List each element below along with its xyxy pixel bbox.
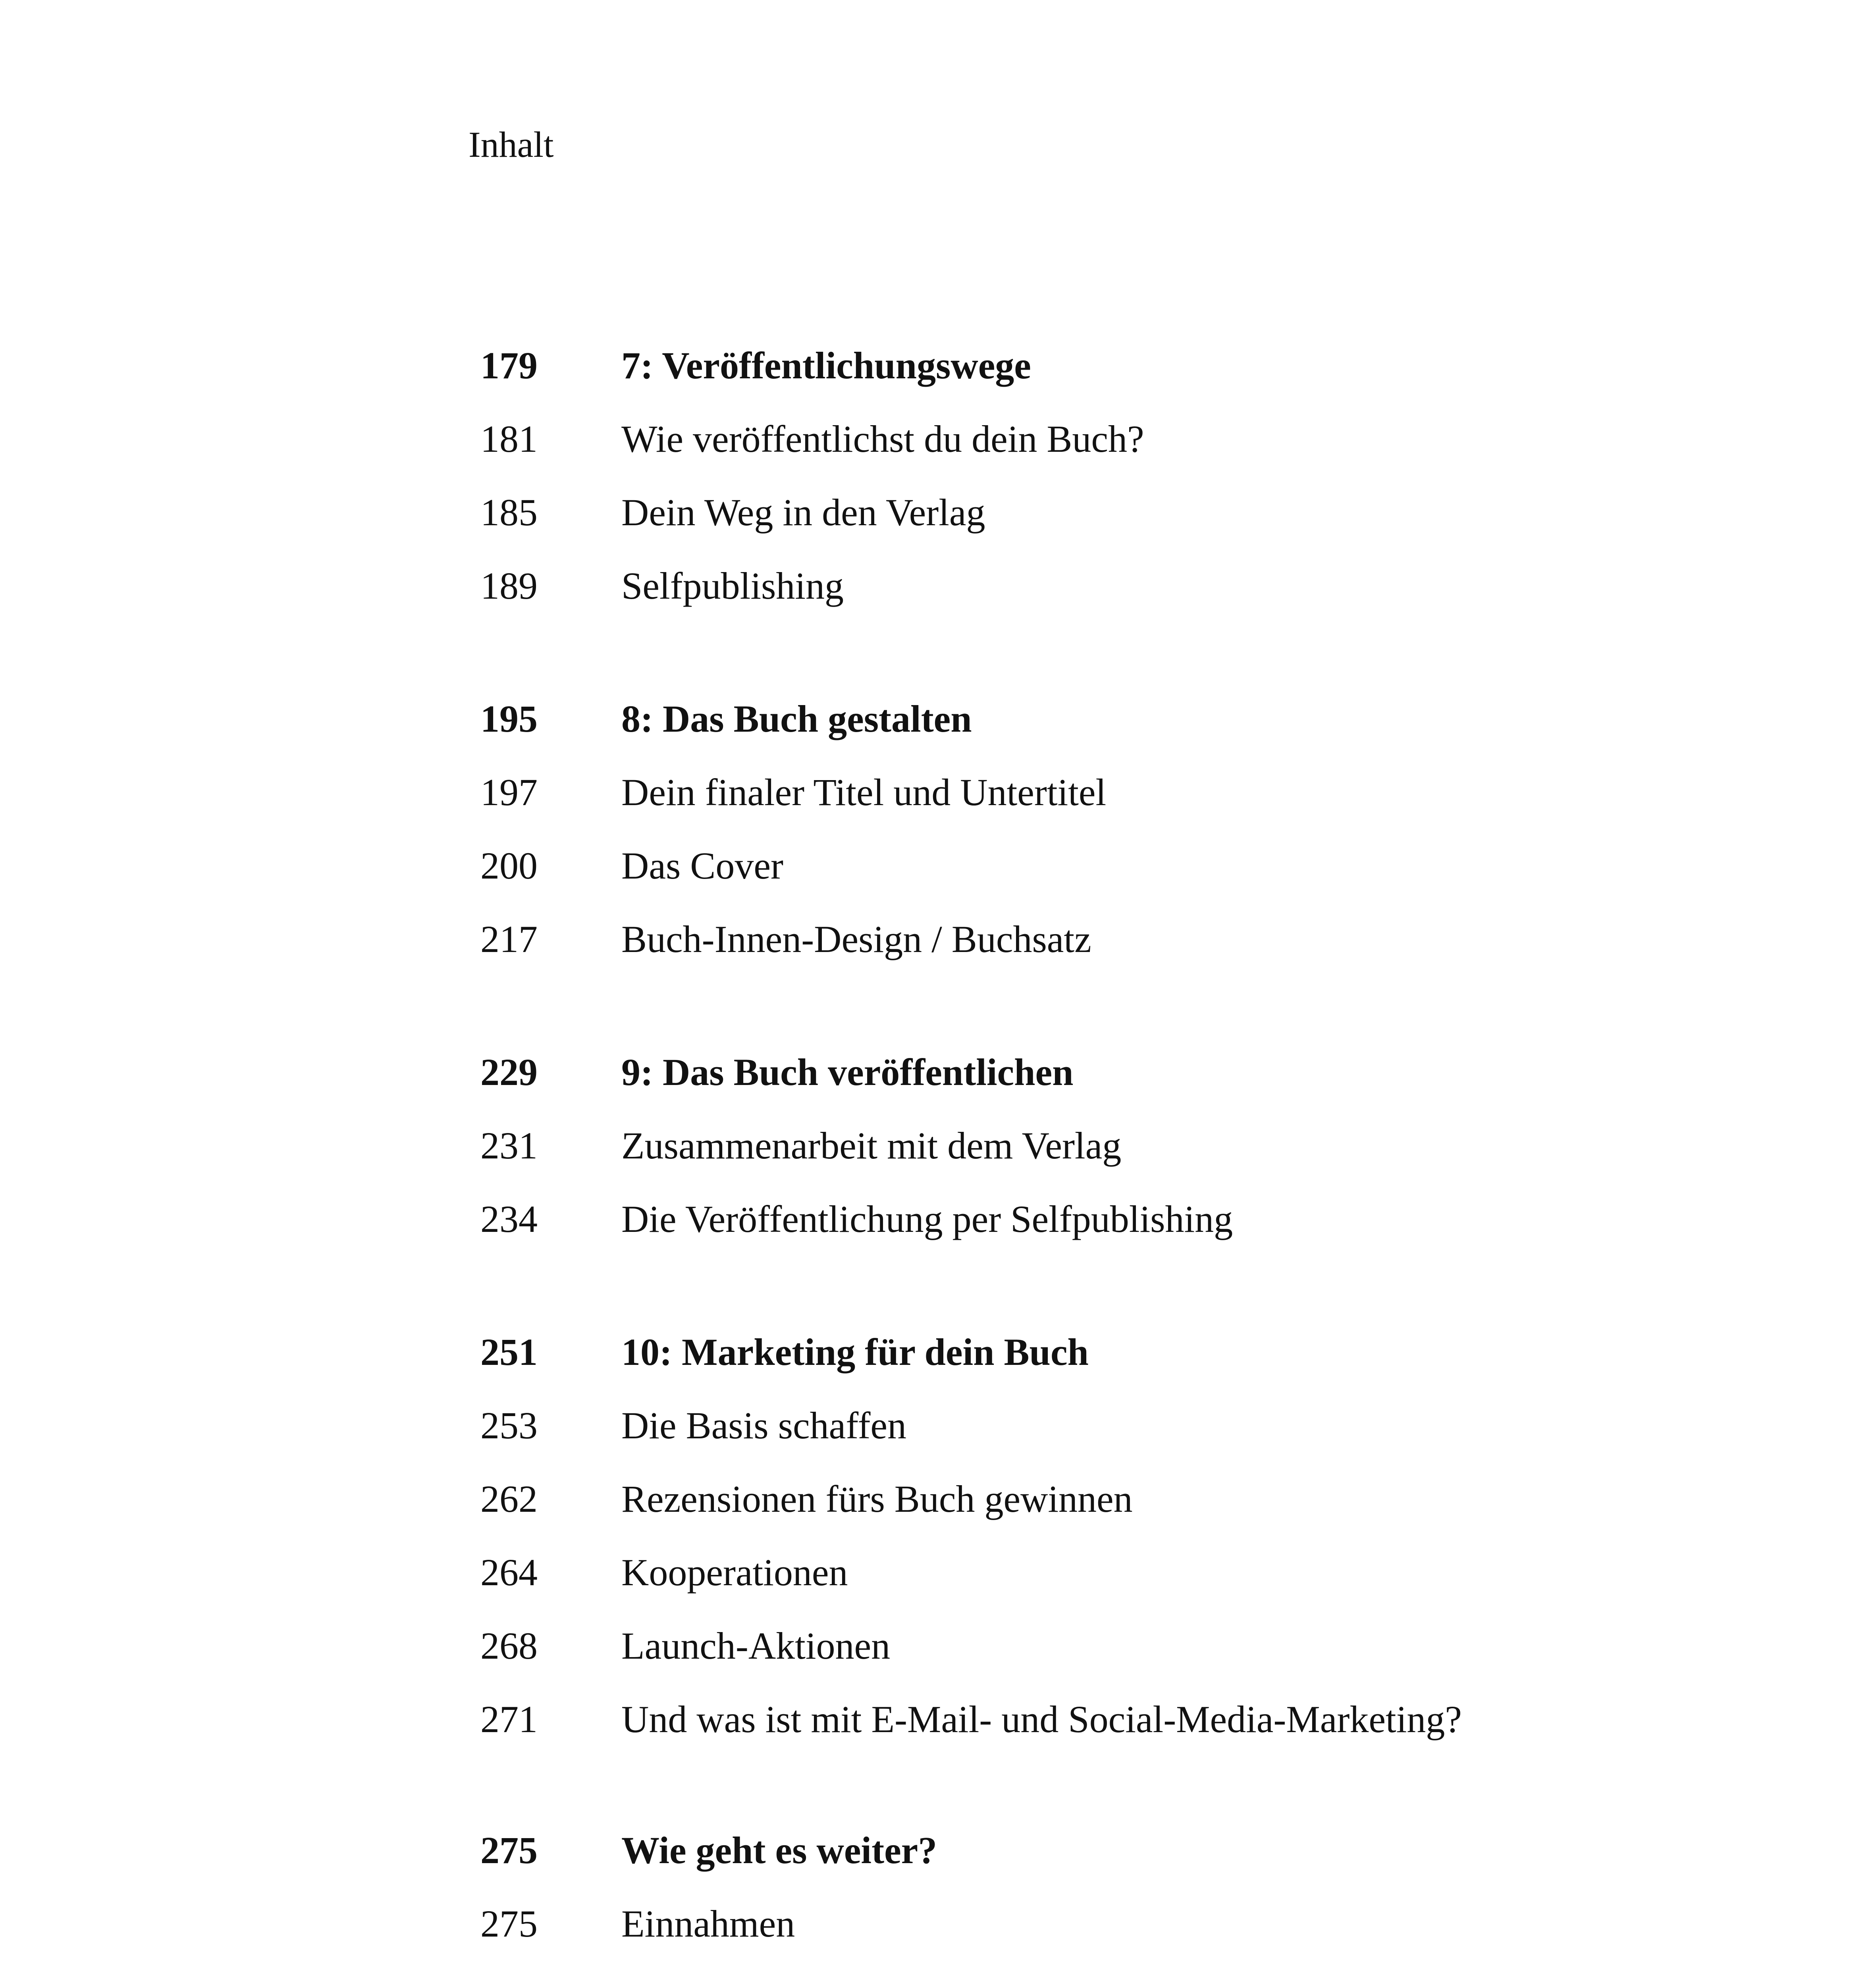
toc-page-number: 229	[480, 1051, 538, 1093]
toc-page-number: 262	[480, 1478, 538, 1520]
toc-page-number: 268	[480, 1625, 538, 1667]
toc-title: Selfpublishing	[621, 565, 844, 607]
toc-section-entry[interactable]	[480, 917, 1091, 961]
toc-section-entry[interactable]	[480, 1124, 1121, 1168]
toc-chapter-entry[interactable]	[480, 1330, 1089, 1374]
toc-page-number: 253	[480, 1404, 538, 1447]
toc-page-number: 251	[480, 1331, 538, 1373]
toc-title: 7: Veröffentlichungswege	[621, 344, 1031, 387]
toc-page-number: 181	[480, 418, 538, 460]
toc-section-entry[interactable]	[480, 1902, 795, 1946]
toc-page-number: 231	[480, 1124, 538, 1167]
toc-title: 9: Das Buch veröffentlichen	[621, 1051, 1074, 1093]
toc-title: Kooperationen	[621, 1551, 848, 1594]
toc-title: Und was ist mit E-Mail- und Social-Media-Marketing?	[621, 1698, 1462, 1740]
toc-page-number: 275	[480, 1902, 538, 1945]
toc-title: Dein Weg in den Verlag	[621, 491, 985, 534]
toc-chapter-entry[interactable]	[480, 344, 1031, 387]
toc-section-entry[interactable]	[480, 1698, 1462, 1741]
toc-page-number: 197	[480, 771, 538, 813]
toc-section-entry[interactable]	[480, 417, 1144, 461]
toc-chapter-entry[interactable]	[480, 1829, 937, 1872]
toc-section-entry[interactable]	[480, 1551, 848, 1594]
toc-section-entry[interactable]	[480, 491, 985, 534]
toc-page-number: 275	[480, 1829, 538, 1871]
toc-page-number: 264	[480, 1551, 538, 1594]
toc-section-entry[interactable]	[480, 1404, 906, 1447]
toc-page-number: 217	[480, 918, 538, 960]
toc-chapter-entry[interactable]	[480, 697, 972, 741]
toc-section-entry[interactable]	[480, 1477, 1133, 1521]
toc-title: Einnahmen	[621, 1902, 795, 1945]
toc-page-number: 271	[480, 1698, 538, 1740]
toc-page-number: 234	[480, 1198, 538, 1240]
toc-page-number: 185	[480, 491, 538, 534]
toc-page-number: 195	[480, 698, 538, 740]
toc-page-number: 189	[480, 565, 538, 607]
toc-chapter-entry[interactable]	[480, 1050, 1074, 1094]
toc-page-number: 200	[480, 844, 538, 887]
toc-title: Wie veröffentlichst du dein Buch?	[621, 418, 1144, 460]
toc-section-entry[interactable]	[480, 1624, 890, 1668]
toc-section-entry[interactable]	[480, 844, 783, 888]
toc-title: Rezensionen fürs Buch gewinnen	[621, 1478, 1133, 1520]
toc-section-entry[interactable]	[480, 564, 844, 608]
toc-section-entry[interactable]	[480, 1197, 1233, 1241]
toc-title: 10: Marketing für dein Buch	[621, 1331, 1089, 1373]
toc-title: Das Cover	[621, 844, 783, 887]
toc-title: Buch-Innen-Design / Buchsatz	[621, 918, 1091, 960]
toc-title: Die Veröffentlichung per Selfpublishing	[621, 1198, 1233, 1240]
toc-title: Wie geht es weiter?	[621, 1829, 937, 1871]
toc-page-number: 179	[480, 344, 538, 387]
running-head: Inhalt	[469, 124, 554, 165]
toc-title: Die Basis schaffen	[621, 1404, 907, 1447]
toc-section-entry[interactable]	[480, 771, 1106, 814]
toc-title: Dein finaler Titel und Untertitel	[621, 771, 1107, 813]
toc-title: Zusammenarbeit mit dem Verlag	[621, 1124, 1122, 1167]
toc-title: 8: Das Buch gestalten	[621, 698, 972, 740]
toc-title: Launch-Aktionen	[621, 1625, 891, 1667]
